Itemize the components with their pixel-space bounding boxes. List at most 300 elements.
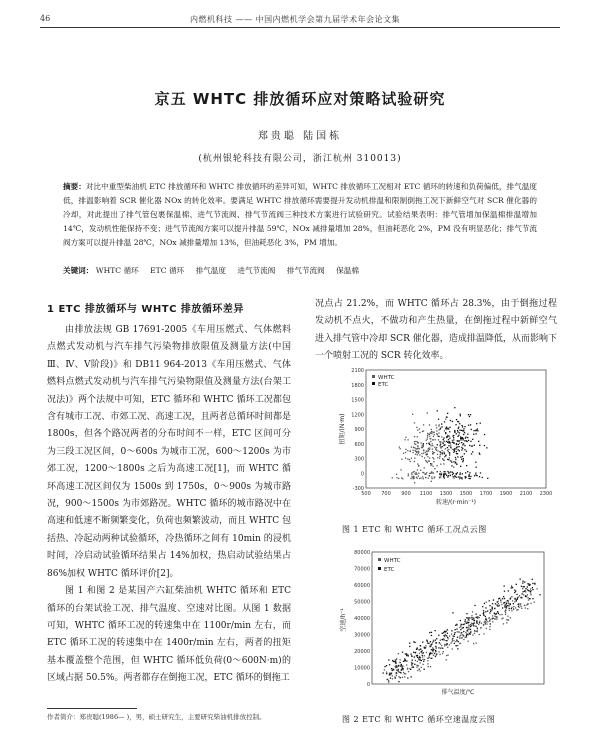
scatter-point [527, 586, 528, 587]
scatter-point [457, 431, 458, 432]
scatter-point [395, 667, 396, 668]
scatter-point [465, 637, 466, 638]
plot-frame [372, 552, 544, 684]
scatter-point [465, 632, 466, 633]
scatter-point [404, 673, 405, 674]
scatter-point [424, 467, 425, 468]
scatter-point [528, 599, 529, 600]
scatter-point [423, 446, 424, 447]
scatter-point [417, 430, 418, 431]
scatter-point [487, 621, 488, 622]
scatter-point [439, 458, 440, 459]
scatter-point [457, 648, 458, 649]
legend-marker-etc [378, 567, 381, 570]
scatter-point [463, 458, 464, 459]
scatter-point [454, 636, 455, 637]
scatter-point [408, 475, 409, 476]
scatter-point [449, 644, 450, 645]
scatter-point [428, 666, 429, 667]
scatter-point [407, 668, 408, 669]
scatter-point [468, 619, 469, 620]
scatter-point [468, 627, 469, 628]
scatter-point [450, 420, 451, 421]
scatter-point [440, 442, 441, 443]
scatter-point [476, 642, 477, 643]
scatter-point [466, 451, 467, 452]
y-tick-label: 10000 [354, 665, 370, 672]
scatter-point [440, 640, 441, 641]
scatter-point [453, 476, 454, 477]
scatter-point [464, 445, 465, 446]
scatter-point [472, 439, 473, 440]
scatter-point [405, 437, 406, 438]
scatter-point [515, 598, 516, 599]
scatter-point [456, 419, 457, 420]
scatter-point [496, 604, 497, 605]
scatter-point [405, 673, 406, 674]
scatter-point [466, 635, 467, 636]
scatter-point [431, 476, 432, 477]
scatter-point [386, 673, 387, 674]
scatter-point [509, 604, 510, 605]
scatter-point [453, 437, 454, 438]
scatter-point [511, 587, 512, 588]
scatter-point [398, 681, 399, 682]
scatter-point [444, 471, 445, 472]
scatter-point [483, 615, 484, 616]
scatter-point [470, 476, 471, 477]
scatter-point [447, 637, 448, 638]
scatter-point [442, 446, 443, 447]
scatter-point [521, 606, 522, 607]
scatter-point [475, 474, 476, 475]
scatter-point [478, 441, 479, 442]
scatter-point [520, 603, 521, 604]
scatter-point [447, 476, 448, 477]
scatter-point [484, 445, 485, 446]
scatter-point [520, 579, 521, 580]
scatter-point [466, 617, 467, 618]
scatter-point [428, 656, 429, 657]
scatter-point [417, 670, 418, 671]
scatter-point [488, 617, 489, 618]
scatter-point [527, 594, 528, 595]
scatter-point [474, 430, 475, 431]
scatter-point [408, 671, 409, 672]
x-tick-label: 900 [401, 491, 411, 497]
scatter-point [438, 419, 439, 420]
scatter-point [462, 478, 463, 479]
scatter-point [494, 613, 495, 614]
y-tick-label: 1200 [351, 412, 364, 419]
scatter-point [429, 444, 430, 445]
y-tick-label: 0 [360, 471, 364, 478]
scatter-point [410, 461, 411, 462]
scatter-point [466, 465, 467, 466]
scatter-point [485, 611, 486, 612]
scatter-point [423, 445, 424, 446]
scatter-point [537, 588, 538, 589]
scatter-point [425, 645, 426, 646]
scatter-point [440, 444, 441, 445]
scatter-point [443, 651, 444, 652]
scatter-point [432, 457, 433, 458]
scatter-point [443, 451, 444, 452]
scatter-point [455, 641, 456, 642]
scatter-point [468, 617, 469, 618]
scatter-point [520, 604, 521, 605]
scatter-point [525, 588, 526, 589]
scatter-point [527, 603, 528, 604]
legend-label: ETC [378, 382, 389, 388]
scatter-point [449, 635, 450, 636]
scatter-point [490, 609, 491, 610]
scatter-point [527, 583, 528, 584]
scatter-point [459, 440, 460, 441]
scatter-point [459, 450, 460, 451]
scatter-point [448, 449, 449, 450]
scatter-point [467, 441, 468, 442]
scatter-point [418, 476, 419, 477]
scatter-point [441, 473, 442, 474]
scatter-point [438, 635, 439, 636]
scatter-point [470, 424, 471, 425]
scatter-point [457, 440, 458, 441]
scatter-point [459, 637, 460, 638]
x-tick-label: 2300 [539, 491, 553, 497]
scatter-point [448, 638, 449, 639]
scatter-point [464, 621, 465, 622]
scatter-point [513, 606, 514, 607]
scatter-point [435, 650, 436, 651]
scatter-point [431, 463, 432, 464]
scatter-point [532, 579, 533, 580]
scatter-point [472, 619, 473, 620]
scatter-point [435, 425, 436, 426]
scatter-point [436, 433, 437, 434]
scatter-point [414, 458, 415, 459]
scatter-point [407, 450, 408, 451]
scatter-point [479, 634, 480, 635]
scatter-point [435, 439, 436, 440]
scatter-point [482, 606, 483, 607]
scatter-point [529, 598, 530, 599]
scatter-point [539, 594, 540, 595]
scatter-point [465, 619, 466, 620]
scatter-point [426, 652, 427, 653]
scatter-point [423, 424, 424, 425]
scatter-point [412, 452, 413, 453]
scatter-point [388, 680, 389, 681]
scatter-point [411, 665, 412, 666]
scatter-point [480, 472, 481, 473]
x-tick-label: 2100 [519, 491, 533, 497]
scatter-point [428, 460, 429, 461]
scatter-point [494, 618, 495, 619]
scatter-point [453, 435, 454, 436]
header-rule [40, 27, 560, 28]
scatter-point [432, 647, 433, 648]
scatter-point [454, 634, 455, 635]
legend-label: WHTC [384, 558, 401, 564]
scatter-point [522, 583, 523, 584]
scatter-point [439, 456, 440, 457]
keywords-label: 关键词： [63, 266, 94, 275]
x-tick-label: 1100 [419, 491, 433, 497]
scatter-point [413, 641, 414, 642]
scatter-point [430, 438, 431, 439]
scatter-point [411, 667, 412, 668]
scatter-point [461, 637, 462, 638]
scatter-point [414, 656, 415, 657]
scatter-point [462, 461, 463, 462]
scatter-point [465, 477, 466, 478]
scatter-point [444, 453, 445, 454]
scatter-point [437, 471, 438, 472]
scatter-point [433, 472, 434, 473]
scatter-point [430, 641, 431, 642]
scatter-point [530, 588, 531, 589]
scatter-point [453, 473, 454, 474]
scatter-point [442, 639, 443, 640]
scatter-point [408, 474, 409, 475]
scatter-point [504, 585, 505, 586]
scatter-point [454, 643, 455, 644]
scatter-point [493, 599, 494, 600]
scatter-point [427, 456, 428, 457]
scatter-point [484, 622, 485, 623]
scatter-point [450, 643, 451, 644]
scatter-point [463, 434, 464, 435]
scatter-point [427, 412, 428, 413]
scatter-point [490, 611, 491, 612]
scatter-point [487, 610, 488, 611]
scatter-point [414, 482, 415, 483]
scatter-point [476, 423, 477, 424]
scatter-point [482, 477, 483, 478]
scatter-point [418, 659, 419, 660]
y-tick-label: 40000 [354, 616, 370, 622]
body-paragraph: 由排放法规 GB 17691-2005《车用压燃式、气体燃料点燃式发动机与汽车排气污染物排放限值及测量方法(中国Ⅲ、Ⅳ、Ⅴ阶段)》和 DB11 964-2013《车用压燃式、气体燃料点燃式发动机与汽车排气污染物限值及测量方法(台架工况法)》两个法规中可知，ETC 循环和 WHTC 循环工况都包含有城市工况、市郊工况、高速工况，且两者总循环时间都是 1800s，但各个路况两者的分布时间不一样，ETC 区间可分为三段工况区间，0～600s 为城市工况，600～1200s 为市郊工况，1200～1800s 之后为高速工况[1]，而 WHTC 循环高速工况区间仅为 1500s 到 1750s，0～900s 为城市路况，900～1500s 为市郊路况。WHTC 循环的城市路况中在高速和低速不断频繁变化，负荷也频繁波动，而且 WHTC 包括热、冷起动两种试验循环，冷热循环之间有 10min 的浸机时间，冷启动试验循环结果占 14%加权，热启动试验结果占 86%加权 WHTC 循环评价[2]。 [47, 325, 291, 579]
scatter-point [460, 472, 461, 473]
y-tick-label: -300 [352, 486, 364, 492]
scatter-point [509, 608, 510, 609]
x-tick-label: 1700 [479, 491, 493, 497]
scatter-point [492, 603, 493, 604]
scatter-point [437, 465, 438, 466]
scatter-point [418, 451, 419, 452]
y-tick-label: 50000 [354, 599, 370, 606]
scatter-point [513, 603, 514, 604]
scatter-point [427, 454, 428, 455]
scatter-point [455, 462, 456, 463]
scatter-point [485, 623, 486, 624]
scatter-point [455, 645, 456, 646]
scatter-point [404, 660, 405, 661]
scatter-point [446, 655, 447, 656]
keyword: WHTC 循环 [95, 266, 139, 275]
scatter-point [492, 618, 493, 619]
scatter-point [445, 634, 446, 635]
scatter-point [510, 598, 511, 599]
scatter-point [519, 595, 520, 596]
scatter-point [453, 640, 454, 641]
scatter-point [469, 472, 470, 473]
scatter-point [445, 433, 446, 434]
scatter-point [489, 620, 490, 621]
scatter-point [429, 442, 430, 443]
scatter-point [440, 647, 441, 648]
scatter-point [403, 661, 404, 662]
scatter-point [420, 470, 421, 471]
scatter-point [491, 610, 492, 611]
scatter-point [419, 428, 420, 429]
scatter-point [416, 667, 417, 668]
scatter-point [471, 623, 472, 624]
scatter-point [402, 677, 403, 678]
scatter-point [409, 646, 410, 647]
scatter-point [524, 591, 525, 592]
scatter-point [443, 463, 444, 464]
scatter-point [464, 449, 465, 450]
figure-2-chart [338, 548, 558, 696]
scatter-point [427, 658, 428, 659]
scatter-point [397, 670, 398, 671]
scatter-point [473, 434, 474, 435]
scatter-point [425, 452, 426, 453]
scatter-point [446, 416, 447, 417]
scatter-point [476, 617, 477, 618]
scatter-point [479, 454, 480, 455]
scatter-point [470, 626, 471, 627]
scatter-point [398, 669, 399, 670]
y-tick-label: 60000 [354, 583, 370, 589]
scatter-point [443, 437, 444, 438]
scatter-point [450, 460, 451, 461]
scatter-point [388, 659, 389, 660]
scatter-point [414, 422, 415, 423]
scatter-point [429, 473, 430, 474]
scatter-point [517, 609, 518, 610]
scatter-point [411, 662, 412, 663]
scatter-point [396, 665, 397, 666]
scatter-point [425, 477, 426, 478]
scatter-point [417, 665, 418, 666]
scatter-point [455, 457, 456, 458]
scatter-point [442, 442, 443, 443]
scatter-point [463, 631, 464, 632]
scatter-point [442, 458, 443, 459]
scatter-point [443, 443, 444, 444]
scatter-point [422, 642, 423, 643]
scatter-point [413, 447, 414, 448]
scatter-point [518, 606, 519, 607]
scatter-point [456, 433, 457, 434]
scatter-point [429, 449, 430, 450]
scatter-point [456, 444, 457, 445]
scatter-point [414, 443, 415, 444]
scatter-point [442, 633, 443, 634]
scatter-point [469, 445, 470, 446]
scatter-point [485, 607, 486, 608]
scatter-point [477, 628, 478, 629]
abstract [63, 180, 537, 250]
scatter-point [429, 447, 430, 448]
scatter-point [432, 653, 433, 654]
scatter-point [419, 653, 420, 654]
scatter-point [511, 608, 512, 609]
scatter-point [393, 661, 394, 662]
scatter-point [418, 473, 419, 474]
scatter-point [479, 476, 480, 477]
scatter-point [427, 437, 428, 438]
scatter-point [442, 452, 443, 453]
scatter-point [464, 440, 465, 441]
y-axis-label: 扭矩/(N·m) [339, 413, 346, 445]
scatter-point [502, 607, 503, 608]
scatter-point [424, 457, 425, 458]
scatter-point [434, 468, 435, 469]
scatter-point [455, 629, 456, 630]
scatter-point [433, 649, 434, 650]
scatter-point [432, 466, 433, 467]
scatter-point [404, 658, 405, 659]
scatter-point [462, 624, 463, 625]
scatter-point [452, 449, 453, 450]
scatter-point [462, 448, 463, 449]
footnote-rule [47, 708, 137, 709]
scatter-point [422, 456, 423, 457]
scatter-point [480, 615, 481, 616]
scatter-point [458, 446, 459, 447]
scatter-point [489, 605, 490, 606]
scatter-point [530, 594, 531, 595]
scatter-point [434, 447, 435, 448]
scatter-point [430, 666, 431, 667]
scatter-point [494, 608, 495, 609]
scatter-point [489, 629, 490, 630]
scatter-point [415, 444, 416, 445]
scatter-point [475, 462, 476, 463]
scatter-point [455, 424, 456, 425]
scatter-point [473, 618, 474, 619]
scatter-point [483, 612, 484, 613]
scatter-point [423, 661, 424, 662]
scatter-point [483, 610, 484, 611]
y-axis-label: 空速/h⁻¹ [340, 608, 347, 632]
scatter-point [451, 465, 452, 466]
scatter-point [417, 661, 418, 662]
scatter-point [401, 459, 402, 460]
scatter-point [534, 583, 535, 584]
keyword: 进气节流阀 [237, 266, 276, 275]
scatter-point [435, 630, 436, 631]
scatter-point [503, 623, 504, 624]
scatter-point [504, 602, 505, 603]
scatter-point [469, 617, 470, 618]
scatter-point [459, 443, 460, 444]
scatter-point [457, 436, 458, 437]
scatter-point [413, 450, 414, 451]
scatter-point [489, 612, 490, 613]
scatter-point [520, 597, 521, 598]
scatter-point [474, 622, 475, 623]
scatter-point [463, 639, 464, 640]
scatter-point [427, 663, 428, 664]
scatter-point [530, 593, 531, 594]
section-heading: 1 ETC 排放循环与 WHTC 排放循环差异 [47, 304, 244, 315]
scatter-point [435, 646, 436, 647]
